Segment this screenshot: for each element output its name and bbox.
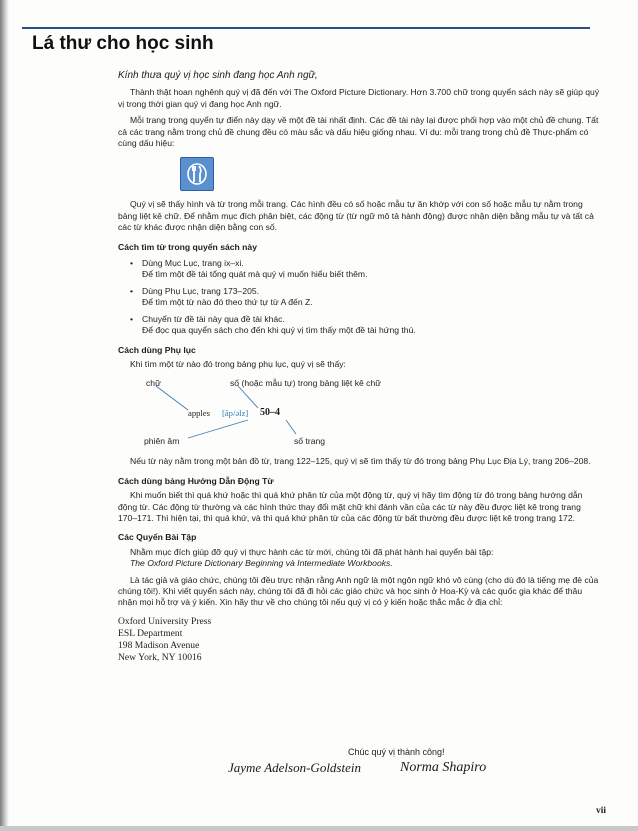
address-line: 198 Madison Avenue <box>118 639 200 651</box>
label-number: số (hoặc mẫu tự) trong bảng liệt kê chữ <box>230 378 381 389</box>
label-word: chữ <box>146 378 161 389</box>
index-entry-diagram <box>118 372 600 452</box>
heading-verb-guide: Cách dùng bảng Hướng Dẫn Động Từ <box>118 475 274 486</box>
intro-paragraph-1: Thành thật hoan nghênh quý vị đã đến với The Oxford Picture Dictionary. Hơn 3.700 chữ trong quyển sách này sẽ giúp quý vị trong thời gian quý vị đang học Anh ngữ. <box>118 87 600 109</box>
signature: Norma Shapiro <box>400 760 487 775</box>
label-pronunciation: phiên âm <box>144 436 180 447</box>
page-bottom-edge <box>0 826 638 831</box>
list-item <box>118 286 600 309</box>
address-line: Oxford University Press <box>118 615 212 627</box>
bullet-main: • Chuyển từ đề tài này qua đề tài khác. <box>142 313 285 324</box>
bullet-main: • Dùng Mục Lục, trang ix–xi. <box>142 258 244 269</box>
page-edge-shadow <box>0 0 9 831</box>
signature: Jayme Adelson-Goldstein <box>228 760 361 775</box>
page-title: Lá thư cho học sinh <box>32 33 214 54</box>
address-line: ESL Department <box>118 627 183 639</box>
closing-line: Chúc quý vị thành công! <box>348 747 445 757</box>
salutation: Kính thưa quý vị học sinh đang học Anh ngữ, <box>118 70 318 81</box>
workbooks-text: Nhằm mục đích giúp đỡ quý vị thực hành các từ mới, chúng tôi đã phát hành hai quyển bài tập: <box>130 546 494 557</box>
list-item <box>118 258 600 281</box>
list-item <box>118 314 600 337</box>
address-line: New York, NY 10016 <box>118 651 202 663</box>
bullet-sub: Để tìm một đề tài tổng quát mà quý vị muốn hiểu biết thêm. <box>142 269 368 280</box>
verb-guide-text: Khi muốn biết thì quá khứ hoặc thì quá khứ phân từ của một động từ, quý vị hãy tìm động từ đó trong bảng hướng dẫn động từ. Các động từ thường và các hình thức thay đổi mặt chữ khi đánh vần của các từ này đều được liệt kê trong trang 170–171. Thì hiện tại, thì quá khứ, và thì quá khứ phân từ của các động từ bất thường đều được liệt kê trong trang 172. <box>118 490 583 523</box>
title-rule <box>22 27 590 29</box>
entry-pronunciation: [ăp/əlz] <box>222 408 249 419</box>
heading-workbooks: Các Quyển Bài Tập <box>118 532 197 543</box>
letter-body <box>118 70 600 664</box>
workbook-titles: The Oxford Picture Dictionary Beginning và Intermediate Workbooks. <box>130 558 393 569</box>
index-intro: Khi tìm một từ nào đó trong bảng phụ lục, quý vị sẽ thấy: <box>130 358 346 369</box>
authors-paragraph: Là tác giả và giáo chức, chúng tôi đều trực nhận rằng Anh ngữ là một ngôn ngữ khó vô cùng (cho dù đó là tiếng mẹ đẻ của chúng tôi!). Khi viết quyển sách này, chúng tôi đã đi hỏi các giáo chức và học sinh ở Hoa-Kỳ và các quốc gia khác để thâu nhận mọi hỗ trợ và ý kiến. Xin hãy thư về cho chúng tôi nếu quý vị có ý kiến hoặc thắc mắc ở địa chỉ: <box>118 574 599 608</box>
page-number: vii <box>595 806 606 816</box>
index-map-note: Nếu từ này nằm trong một bản đồ từ, trang 122–125, quý vị sẽ tìm thấy từ đó trong bảng Phụ Lục Địa Lý, trang 206–208. <box>130 456 591 467</box>
intro-paragraph-2: Mỗi trang trong quyển tự điển này dạy về một đề tài nhất định. Các đề tài này lại được phối hợp vào một chủ đề chung. Tất cả các trang nằm trong chủ đề chung đều có màu sắc và dấu hiệu giống nhau. Ví dụ: mỗi trang trong chủ đề Thực-phẩm có cùng dấu hiệu: <box>118 115 599 149</box>
bullet-main: • Dùng Phụ Lục, trang 173–205. <box>142 285 260 296</box>
heading-index: Cách dùng Phụ lục <box>118 344 196 355</box>
entry-reference: 50–4 <box>260 407 280 419</box>
entry-word: apples <box>188 408 210 419</box>
bullet-sub: Để đọc qua quyển sách cho đến khi quý vị tìm thấy một đề tài hứng thú. <box>142 325 416 336</box>
food-fork-knife-icon <box>180 157 214 191</box>
bullet-sub: Để tìm một từ nào đó theo thứ tự từ A đến Z. <box>142 297 313 308</box>
paragraph-pictures: Quý vị sẽ thấy hình và từ trong mỗi trang. Các hình đều có số hoặc mẫu tự ăn khớp với con số hoặc mẫu tự nằm trong bảng liệt kê chữ. Để nhằm mục đích phân biệt, các động từ (từ ngữ mô tả hành động) được nhận diện bằng mẫu tự và tất cả các từ khác được nhận diện bằng con số. <box>118 199 594 233</box>
label-page: số trang <box>294 436 326 447</box>
heading-find-words: Cách tìm từ trong quyển sách này <box>118 241 257 252</box>
